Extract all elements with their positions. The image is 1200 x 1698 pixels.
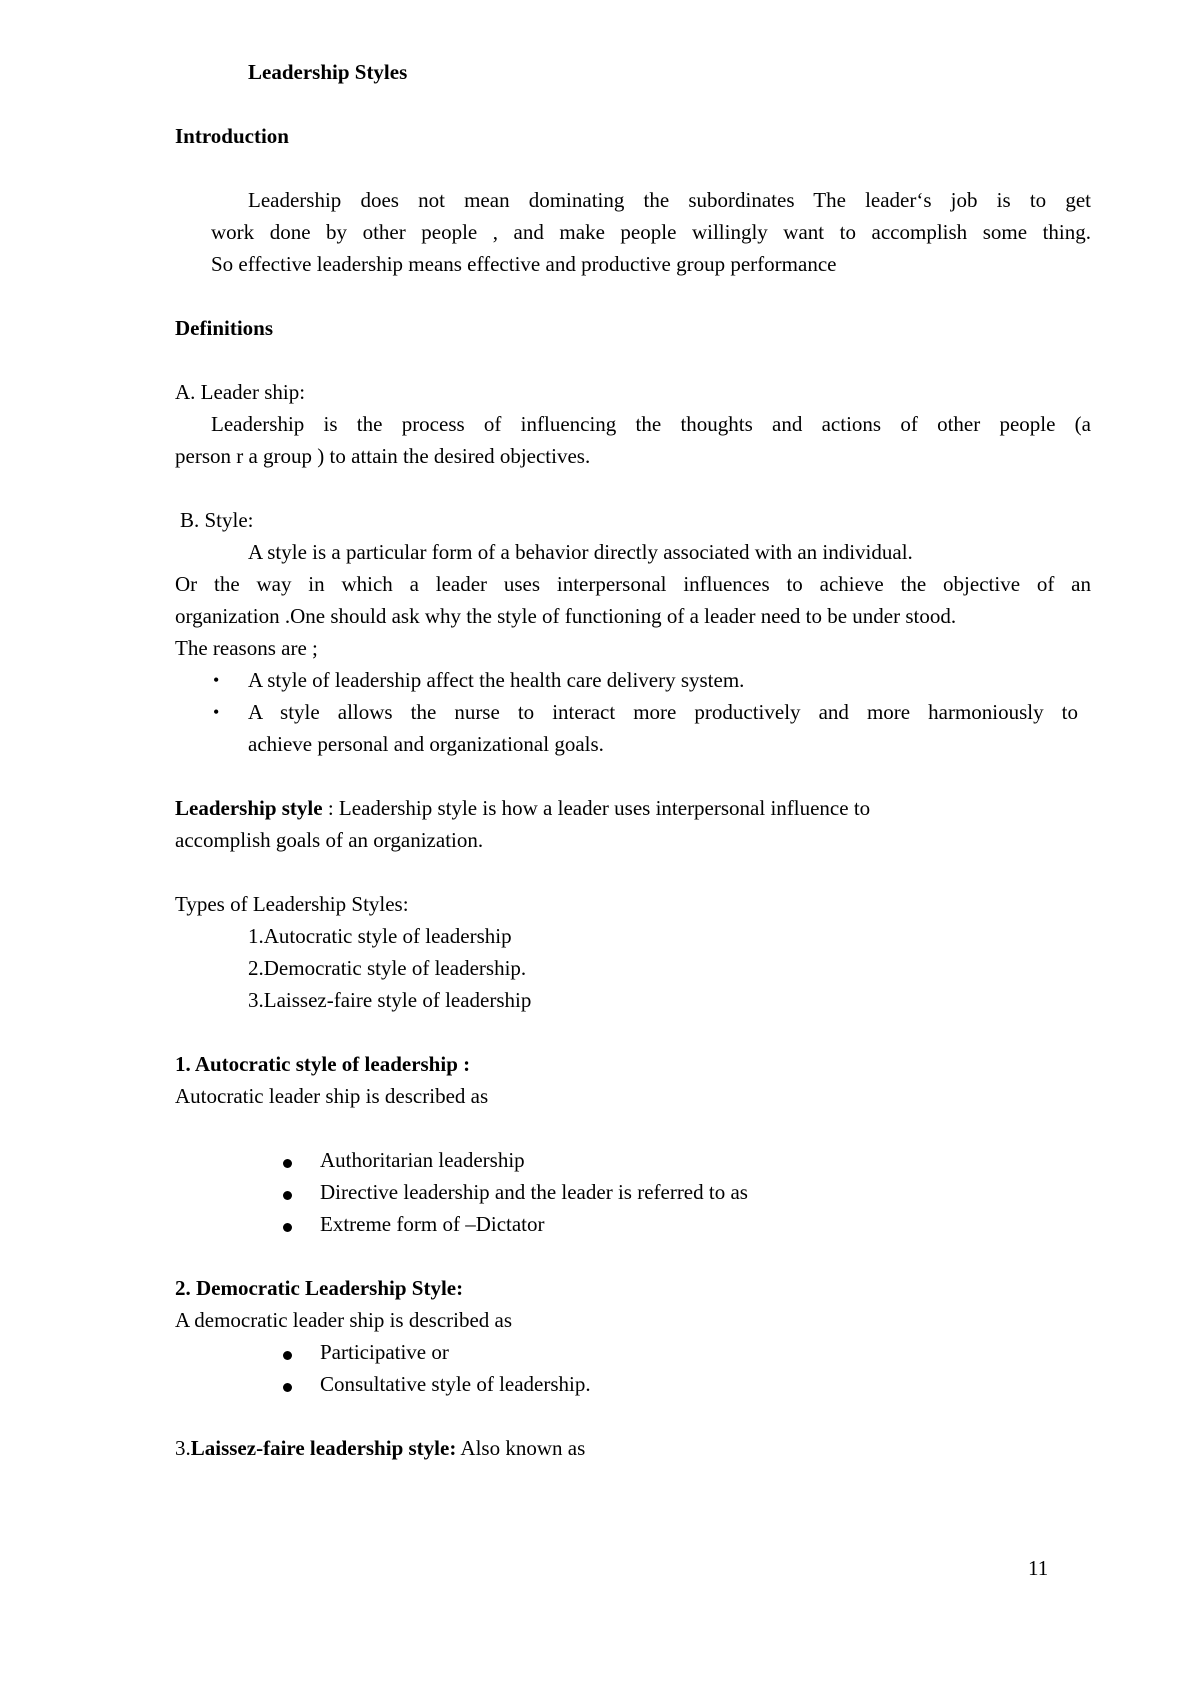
bullet-icon <box>283 1383 292 1392</box>
definition-b-line-1: A style is a particular form of a behavior directly associated with an individual. <box>248 540 913 564</box>
democratic-intro: A democratic leader ship is described as <box>175 1308 513 1332</box>
bullet-icon <box>283 1191 292 1200</box>
autocratic-intro: Autocratic leader ship is described as <box>175 1084 489 1108</box>
autocratic-bullet-3: Extreme form of –Dictator <box>320 1212 545 1236</box>
introduction-line-1: Leadership does not mean dominating the subordinates The leader‘s job is to get <box>248 188 1091 212</box>
introduction-line-2: work done by other people , and make people willingly want to accomplish some thing. <box>211 220 1091 244</box>
type-item-1: 1.Autocratic style of leadership <box>248 924 512 948</box>
laissez-number: 3. <box>175 1436 191 1460</box>
bullet-icon <box>283 1351 292 1360</box>
laissez-heading-line <box>175 1432 585 1464</box>
definition-b-line-2: Or the way in which a leader uses interpersonal influences to achieve the objective of an <box>175 572 1091 596</box>
bullet-icon: • <box>213 702 220 722</box>
definition-a-line-1: Leadership is the process of influencing the thoughts and actions of other people (a <box>211 412 1091 436</box>
autocratic-bullet-1: Authoritarian leadership <box>320 1148 525 1172</box>
page-number: 11 <box>1028 1556 1049 1580</box>
definition-a-line-2: person r a group ) to attain the desired objectives. <box>175 444 591 468</box>
definitions-heading: Definitions <box>175 316 274 340</box>
reason-bullet-1: A style of leadership affect the health care delivery system. <box>248 668 745 692</box>
leadership-style-term: Leadership style <box>175 796 323 820</box>
laissez-heading: Laissez-faire leadership style: <box>190 1436 457 1460</box>
bullet-icon <box>283 1223 292 1232</box>
leadership-style-definition <box>175 792 870 824</box>
introduction-line-3: So effective leadership means effective and productive group performance <box>211 252 837 276</box>
types-heading: Types of Leadership Styles: <box>175 892 409 916</box>
democratic-bullet-2: Consultative style of leadership. <box>320 1372 591 1396</box>
bullet-icon <box>283 1159 292 1168</box>
introduction-heading: Introduction <box>175 124 289 148</box>
definition-b-label: B. Style: <box>180 508 254 532</box>
definition-b-line-3: organization .One should ask why the style of functioning of a leader need to be under stood. <box>175 604 957 628</box>
document-title: Leadership Styles <box>248 60 408 84</box>
democratic-heading: 2. Democratic Leadership Style: <box>175 1276 464 1300</box>
reason-bullet-2: A style allows the nurse to interact more productively and more harmoniously to <box>248 700 1078 724</box>
leadership-style-line-2: accomplish goals of an organization. <box>175 828 484 852</box>
definition-b-line-4: The reasons are ; <box>175 636 318 660</box>
leadership-style-text: : Leadership style is how a leader uses interpersonal influence to <box>322 796 871 820</box>
democratic-bullet-1: Participative or <box>320 1340 449 1364</box>
laissez-text: Also known as <box>456 1436 586 1460</box>
autocratic-bullet-2: Directive leadership and the leader is referred to as <box>320 1180 748 1204</box>
autocratic-heading: 1. Autocratic style of leadership : <box>175 1052 471 1076</box>
bullet-icon: • <box>213 670 220 690</box>
type-item-2: 2.Democratic style of leadership. <box>248 956 527 980</box>
definition-a-label: A. Leader ship: <box>175 380 306 404</box>
reason-bullet-2-cont: achieve personal and organizational goals. <box>248 732 604 756</box>
type-item-3: 3.Laissez-faire style of leadership <box>248 988 532 1012</box>
